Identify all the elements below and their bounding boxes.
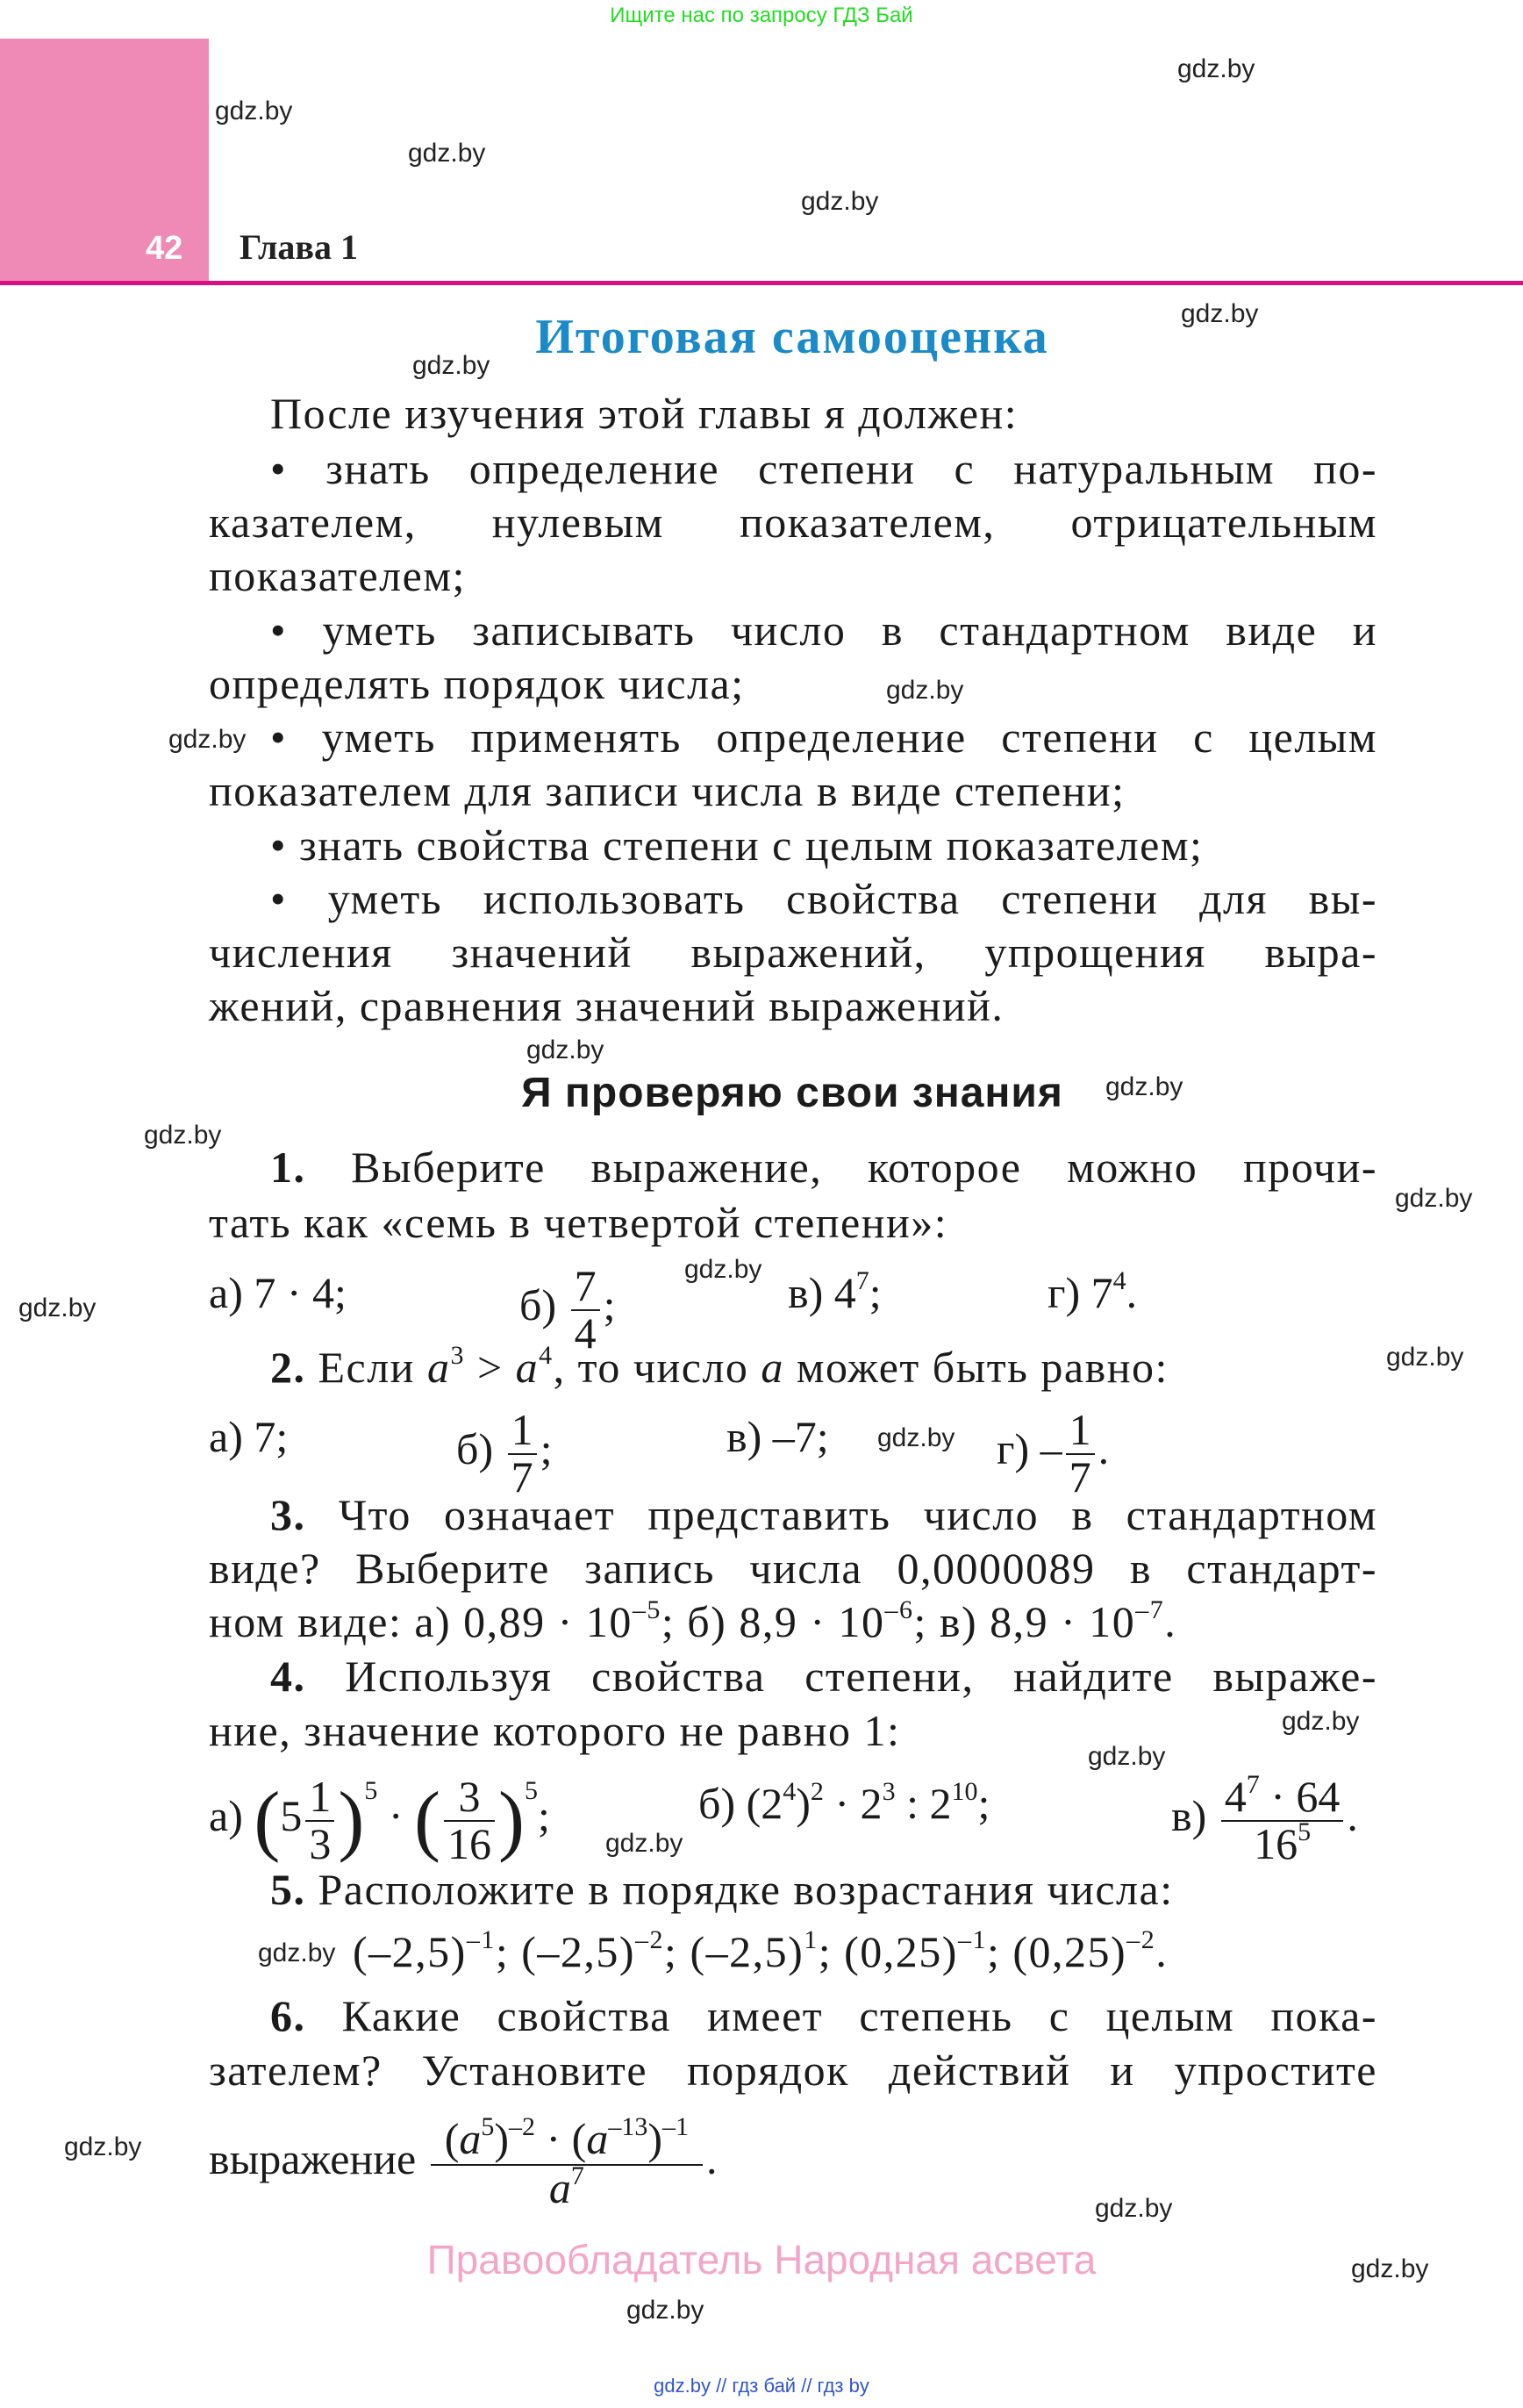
exponent: 1	[804, 1925, 819, 1954]
punct: ;	[869, 1268, 882, 1317]
exponent: 7	[855, 1266, 869, 1295]
expr-part: · (	[535, 2114, 587, 2163]
punct: .	[1164, 1597, 1177, 1646]
variable: a	[586, 2114, 609, 2163]
exponent: 2	[810, 1777, 824, 1806]
exponent: 7	[570, 2161, 584, 2190]
denominator	[1221, 1817, 1344, 1868]
watermark: gdz.by	[1181, 299, 1259, 328]
exponent: 10	[951, 1777, 978, 1806]
numerator: 1	[508, 1409, 537, 1455]
option-label: б)	[698, 1779, 736, 1828]
exponent: 5	[524, 1775, 538, 1805]
bullet: •	[270, 874, 288, 923]
watermark: gdz.by	[144, 1121, 222, 1150]
intro-line	[270, 441, 1377, 496]
watermark: gdz.by	[1095, 2194, 1173, 2223]
exponent: –1	[957, 1925, 987, 1954]
intro-line: числения значений выражений, упрощения выра-	[209, 928, 1377, 977]
section-heading: Итоговая самооценка	[535, 310, 1049, 364]
task-text: Расположите в порядке возрастания числа:	[318, 1865, 1174, 1914]
intro-line	[270, 818, 1377, 872]
variable: a	[548, 2162, 571, 2212]
watermark: gdz.by	[1351, 2254, 1429, 2283]
variable: a	[459, 2114, 482, 2163]
task-number: 5.	[270, 1865, 306, 1914]
numerator: 1	[305, 1776, 334, 1822]
expr-part: (2	[746, 1779, 783, 1828]
task-4-option-c	[1171, 1770, 1358, 1868]
exponent: –2	[1126, 1925, 1156, 1954]
task-text: Какие свойства имеет степень с целым пока-	[341, 1991, 1378, 2040]
exponent: –6	[884, 1595, 914, 1624]
task-5-line	[270, 1862, 1377, 1917]
task-3-line	[209, 1595, 1377, 1649]
numerator	[431, 2112, 703, 2166]
punct: .	[1098, 1423, 1110, 1473]
option-label: в)	[726, 1412, 762, 1461]
task-1-option-a	[209, 1265, 347, 1320]
watermark: gdz.by	[1386, 1343, 1464, 1372]
fraction	[508, 1405, 537, 1501]
exponent: 7	[1246, 1770, 1260, 1799]
operator: ·	[388, 1790, 404, 1840]
option-label: а)	[209, 1790, 243, 1840]
punct: .	[1126, 1268, 1138, 1317]
task-2-option-c	[726, 1409, 829, 1464]
task-6-expression	[209, 2112, 718, 2212]
separator: ;	[495, 1927, 522, 1976]
watermark: gdz.by	[1395, 1184, 1473, 1213]
option-label: а)	[209, 1268, 243, 1317]
watermark: gdz.by	[215, 97, 293, 125]
watermark: gdz.by	[168, 725, 247, 754]
option-expr: 7;	[254, 1412, 289, 1461]
power-base: (0,25)	[1012, 1927, 1127, 1976]
option-expr: –7;	[772, 1412, 829, 1461]
watermark: gdz.by	[1282, 1707, 1360, 1736]
intro-line: определять порядок числа;	[209, 659, 745, 708]
watermark: gdz.by	[877, 1423, 955, 1452]
watermark: gdz.by	[684, 1255, 762, 1284]
task-3-line: виде? Выберите запись числа 0,0000089 в стандарт-	[209, 1544, 1377, 1593]
expr-part: : 2	[895, 1779, 952, 1828]
power-base: (0,25)	[844, 1927, 958, 1976]
separator: ;	[664, 1927, 690, 1976]
denominator	[431, 2161, 703, 2212]
task-3-line	[270, 1487, 1377, 1542]
task-text: выражение	[209, 2133, 417, 2183]
task-number: 6.	[270, 1991, 306, 2040]
intro-line: показателем для записи числа в виде степени;	[209, 766, 1126, 815]
base: 7	[1090, 1268, 1113, 1317]
intro-text: уметь использовать свойства степени для вы-	[327, 874, 1378, 923]
variable: a	[761, 1343, 784, 1392]
base: 4	[833, 1268, 856, 1317]
bullet: •	[270, 444, 288, 493]
task-6-line	[270, 1989, 1377, 2043]
expr-part: )	[647, 2114, 662, 2163]
task-text: Если	[318, 1343, 427, 1392]
power-base: (–2,5)	[353, 1927, 467, 1976]
separator: ;	[818, 1927, 845, 1976]
exponent: 5	[1298, 1817, 1312, 1846]
task-2-option-b	[456, 1405, 553, 1501]
copyright-notice: Правообладатель Народная асвета	[426, 2237, 1097, 2283]
fraction	[1066, 1405, 1095, 1501]
exponent: –2	[509, 2112, 535, 2141]
task-text: Выберите выражение, которое можно прочи-	[351, 1143, 1377, 1192]
numerator: 1	[1066, 1409, 1095, 1455]
paren: (	[413, 1776, 440, 1864]
watermark: gdz.by	[886, 676, 964, 705]
intro-line	[270, 603, 1377, 657]
exponent: 4	[539, 1341, 554, 1370]
watermark: gdz.by	[258, 1939, 336, 1967]
exponent: –13	[608, 2112, 648, 2141]
task-4-option-b	[698, 1776, 990, 1831]
task-text: Используя свойства степени, найдите выраже-	[345, 1652, 1377, 1701]
bullet: •	[270, 606, 288, 655]
intro-line: показателем;	[209, 551, 466, 600]
task-1-line: тать как «семь в четвертой степени»:	[209, 1198, 948, 1247]
intro-lead: После изучения этой главы я должен:	[270, 389, 1019, 438]
watermark: gdz.by	[64, 2132, 142, 2161]
paren: (	[254, 1776, 281, 1864]
task-1-line	[270, 1140, 1377, 1194]
option-label: г)	[997, 1423, 1030, 1473]
option-label: а)	[209, 1412, 243, 1461]
option-expr: 7 · 4;	[254, 1268, 347, 1317]
exponent: –1	[661, 2112, 689, 2141]
intro-line: жений, сравнения значений выражений.	[209, 981, 1005, 1030]
task-text: ; б) 8,9 · 10	[661, 1597, 885, 1646]
paren: )	[338, 1776, 365, 1864]
bullet: •	[270, 821, 288, 870]
exponent: 3	[882, 1777, 896, 1806]
punct: .	[1347, 1790, 1358, 1840]
expr-part: )	[494, 2114, 509, 2163]
task-text: Что означает представить число в стандартном	[338, 1490, 1377, 1539]
intro-text: знать свойства степени с целым показателем;	[299, 821, 1204, 870]
task-4-line: ние, значение которого не равно 1:	[209, 1706, 901, 1755]
punct: ;	[977, 1779, 990, 1828]
exponent: 5	[481, 2112, 495, 2141]
fraction	[1221, 1770, 1344, 1868]
watermark: gdz.by	[605, 1829, 683, 1858]
watermark: gdz.by	[1088, 1742, 1166, 1771]
whole-part: 5	[280, 1790, 303, 1840]
exponent: 4	[1112, 1266, 1126, 1295]
task-2-option-a	[209, 1409, 288, 1464]
bullet: •	[270, 713, 288, 762]
denominator: 3	[309, 1818, 332, 1868]
watermark: gdz.by	[526, 1036, 604, 1064]
page-number: 42	[146, 230, 183, 267]
subsection-heading: Я проверяю свои знания	[521, 1070, 1063, 1116]
search-banner: Ищите нас по запросу ГДЗ Бай	[610, 4, 913, 27]
exponent: 3	[450, 1341, 465, 1370]
punct: ;	[603, 1279, 616, 1329]
denominator: 16	[447, 1818, 491, 1868]
numerator: 7	[571, 1265, 600, 1311]
task-4-line	[270, 1649, 1377, 1703]
option-label: в)	[788, 1268, 824, 1317]
exponent: –5	[632, 1595, 661, 1624]
task-number: 4.	[270, 1652, 306, 1701]
sign: –	[1040, 1423, 1062, 1473]
fraction	[305, 1772, 334, 1868]
option-label: б)	[456, 1423, 494, 1473]
watermark: gdz.by	[408, 139, 486, 168]
denominator: 4	[574, 1308, 597, 1358]
header-divider	[0, 281, 1523, 285]
watermark: gdz.by	[18, 1294, 97, 1322]
watermark: gdz.by	[626, 2296, 704, 2325]
watermark: gdz.by	[1177, 54, 1255, 83]
punct: .	[705, 2133, 718, 2183]
option-label: б)	[519, 1279, 557, 1329]
variable: a	[515, 1343, 540, 1392]
intro-line: казателем, нулевым показателем, отрицательным	[209, 498, 1377, 547]
exponent: –1	[466, 1925, 496, 1954]
watermark: gdz.by	[1105, 1072, 1183, 1101]
task-5-numbers	[353, 1924, 1521, 1979]
exponent: 4	[783, 1777, 797, 1806]
intro-text: уметь применять определение степени с целым	[321, 713, 1378, 762]
base: 4	[1224, 1772, 1247, 1821]
expr-part: · 64	[1259, 1772, 1341, 1821]
task-4-option-a	[209, 1772, 550, 1868]
option-label: в)	[1171, 1790, 1207, 1840]
intro-line	[270, 710, 1377, 764]
footer-links[interactable]: gdz.by // гдз бай // гдз by	[654, 2375, 869, 2397]
operator: >	[464, 1343, 516, 1392]
variable: a	[426, 1343, 451, 1392]
intro-line	[270, 871, 1377, 926]
exponent: –7	[1135, 1595, 1165, 1624]
task-number: 1.	[270, 1143, 306, 1192]
option-label: г)	[1048, 1268, 1081, 1317]
separator: .	[1155, 1927, 1169, 1976]
task-6-line: зателем? Установите порядок действий и упростите	[209, 2046, 1377, 2095]
watermark: gdz.by	[801, 187, 879, 216]
task-2-line	[270, 1340, 1377, 1394]
expr-part: )	[796, 1779, 811, 1828]
expr-part: (	[444, 2114, 460, 2163]
base: 16	[1254, 1818, 1298, 1868]
numerator: 3	[444, 1776, 495, 1822]
intro-text: знать определение степени с натуральным по-	[325, 444, 1377, 493]
punct: ;	[540, 1423, 553, 1473]
paren: )	[497, 1776, 525, 1864]
denominator: 7	[1069, 1451, 1091, 1501]
chapter-title: Глава 1	[240, 227, 358, 267]
numerator	[1221, 1770, 1344, 1822]
task-text: ; в) 8,9 · 10	[913, 1597, 1136, 1646]
task-text: , то число	[553, 1343, 762, 1392]
power-base: (–2,5)	[521, 1927, 636, 1976]
task-1-option-c	[788, 1265, 882, 1320]
denominator: 7	[511, 1451, 533, 1501]
power-base: (–2,5)	[690, 1927, 804, 1976]
expr-part: · 2	[823, 1779, 883, 1828]
fraction	[431, 2112, 703, 2212]
task-text: ном виде: а) 0,89 · 10	[209, 1597, 633, 1646]
punct: ;	[537, 1790, 550, 1840]
task-text: может быть равно:	[783, 1343, 1169, 1392]
task-number: 2.	[270, 1343, 306, 1392]
fraction	[444, 1772, 495, 1868]
task-2-option-d	[997, 1405, 1110, 1501]
task-1-option-d	[1048, 1265, 1137, 1320]
separator: ;	[986, 1927, 1013, 1976]
exponent: 5	[364, 1775, 378, 1805]
intro-text: уметь записывать число в стандартном виде и	[322, 606, 1377, 655]
task-number: 3.	[270, 1490, 306, 1539]
exponent: –2	[635, 1925, 665, 1954]
watermark: gdz.by	[412, 351, 490, 380]
